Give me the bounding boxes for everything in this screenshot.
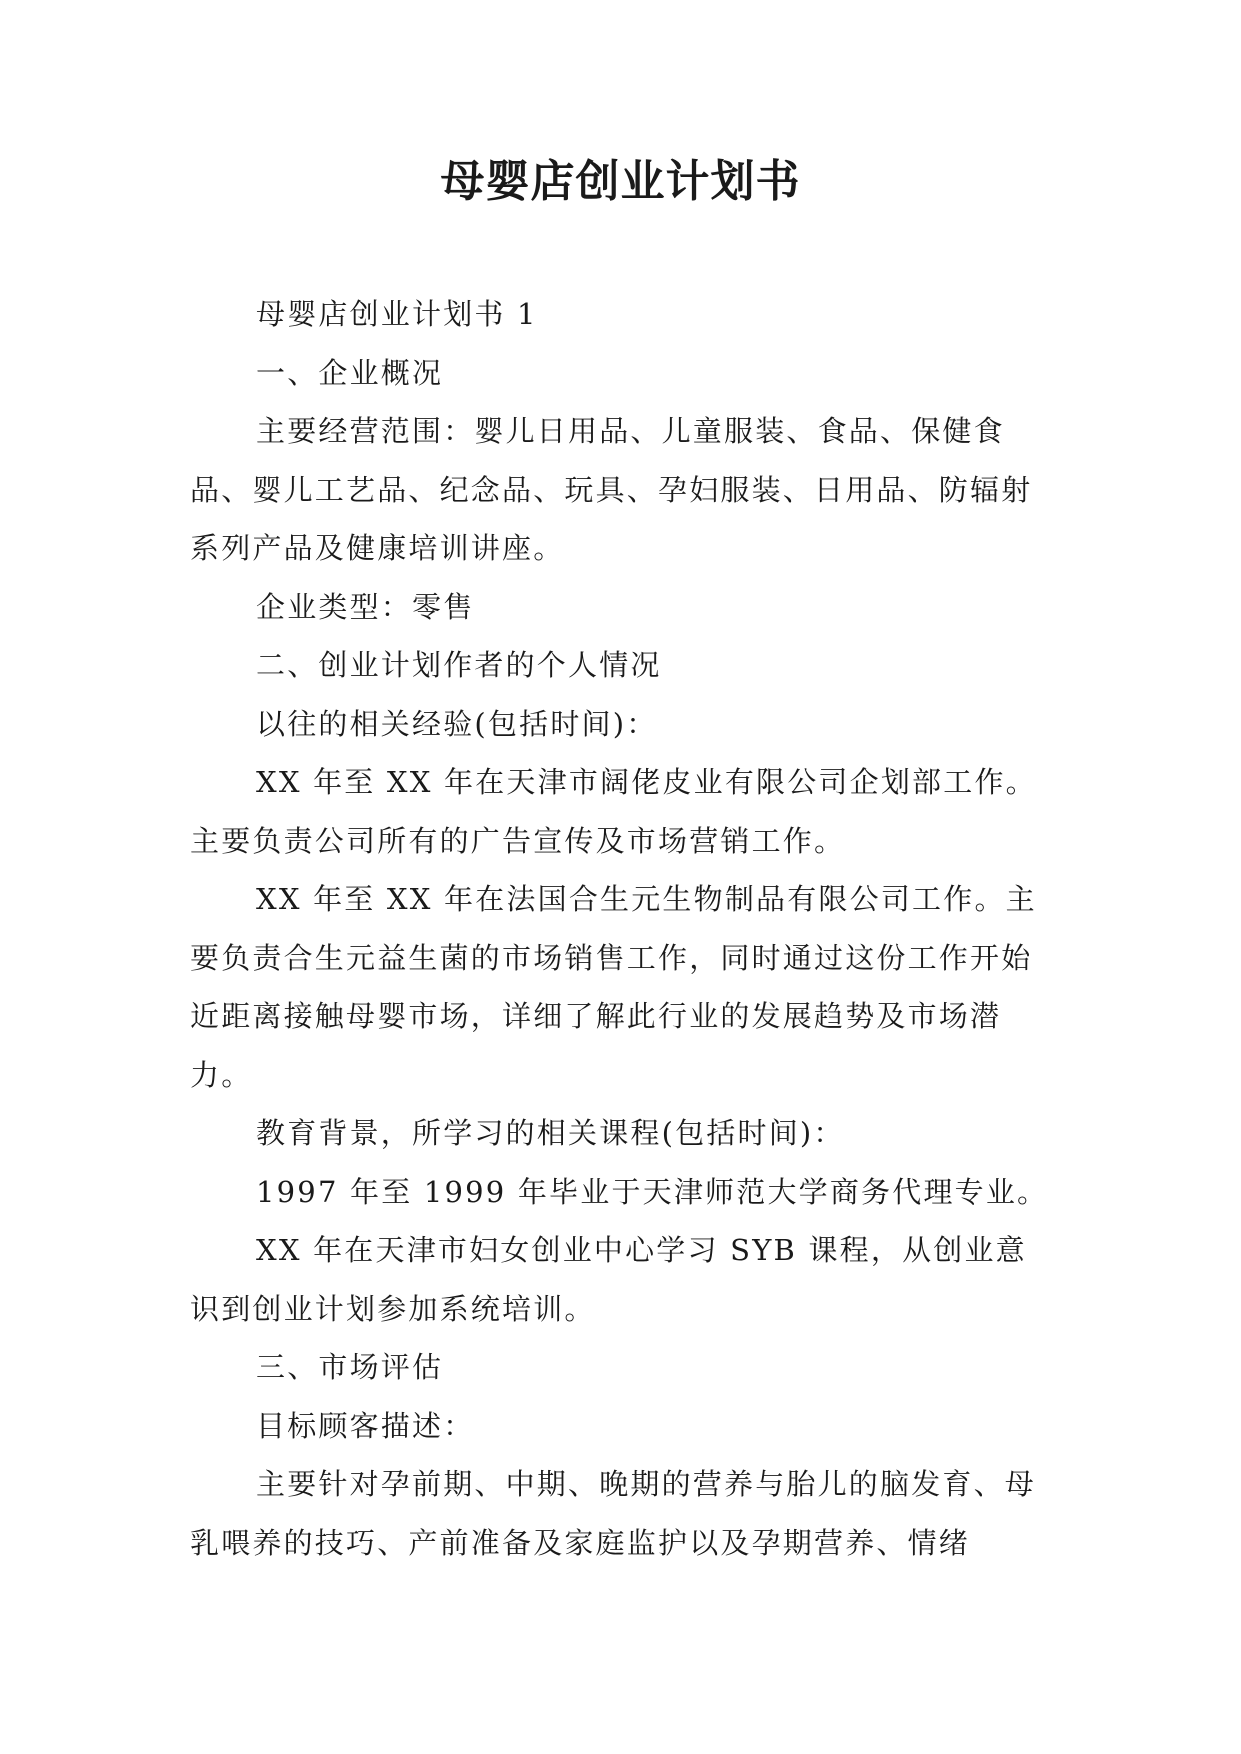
paragraph-experience-1: XX 年至 XX 年在天津市阔佬皮业有限公司企划部工作。主要负责公司所有的广告宣传及市场营销工作。	[190, 765, 1037, 858]
paragraph-plan-heading: 母婴店创业计划书 1	[256, 297, 538, 331]
paragraph-experience-label: 以往的相关经验(包括时间)：	[256, 706, 658, 741]
paragraph-experience-2: XX 年至 XX 年在法国合生元生物制品有限公司工作。主要负责合生元益生菌的市场销售工作，同时通过这份工作开始近距离接触母婴市场，详细了解此行业的发展趋势及市场潜力。	[190, 882, 1037, 1092]
paragraph-education-2: XX 年在天津市妇女创业中心学习 SYB 课程，从创业意识到创业计划参加系统培训。	[190, 1233, 1027, 1326]
paragraph-company-type: 企业类型：零售	[256, 589, 475, 624]
document-body	[190, 285, 1054, 1572]
document-title: 母婴店创业计划书	[440, 156, 801, 207]
paragraph-target-customers: 主要针对孕前期、中期、晚期的营养与胎儿的脑发育、母乳喂养的技巧、产前准备及家庭监护以及孕期营养、情绪	[190, 1467, 1037, 1560]
section-heading-author-info: 二、创业计划作者的个人情况	[256, 648, 662, 682]
paragraph-business-scope: 主要经营范围：婴儿日用品、儿童服装、食品、保健食品、婴儿工艺品、纪念品、玩具、孕妇服装、日用品、防辐射系列产品及健康培训讲座。	[190, 414, 1033, 565]
section-heading-market-assessment: 三、市场评估	[256, 1350, 444, 1384]
paragraph-education-1: 1997 年至 1999 年毕业于天津师范大学商务代理专业。	[256, 1174, 1049, 1209]
section-heading-company-overview: 一、企业概况	[256, 355, 444, 390]
paragraph-education-label: 教育背景，所学习的相关课程(包括时间)：	[256, 1116, 845, 1150]
paragraph-target-customers-label: 目标顾客描述：	[256, 1408, 475, 1443]
